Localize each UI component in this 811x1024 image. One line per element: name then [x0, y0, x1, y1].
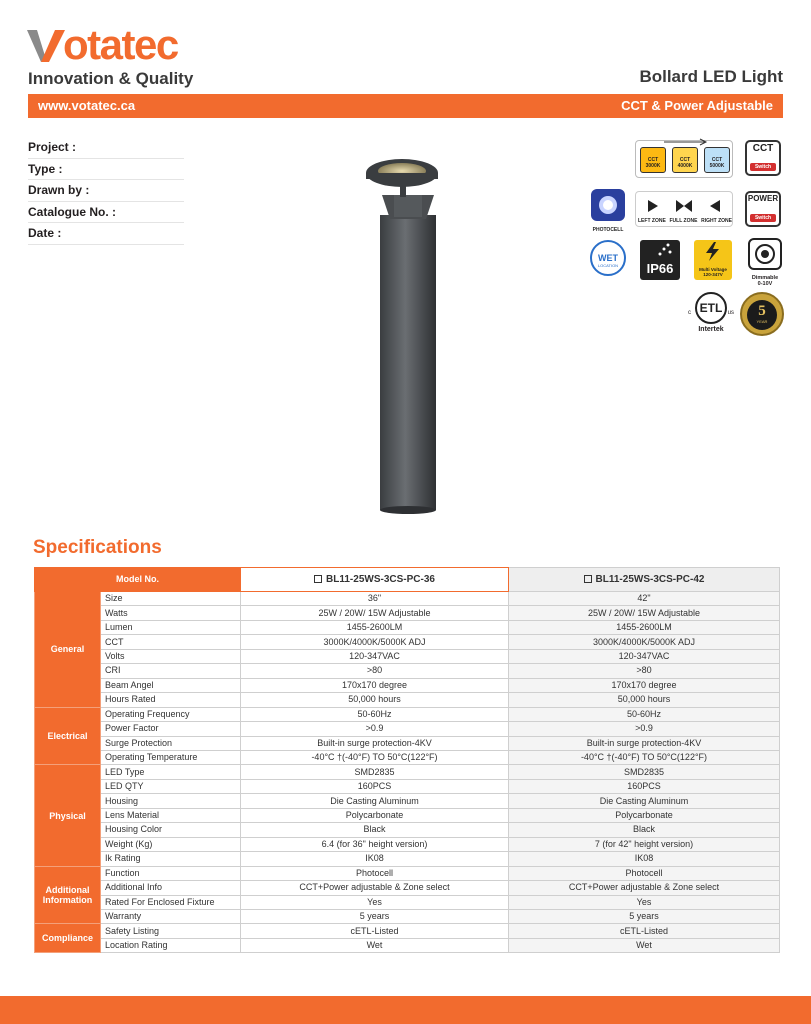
zone-select-icon — [635, 191, 733, 227]
logo-wordmark: otatec — [63, 21, 178, 68]
table-row — [35, 693, 780, 707]
table-row — [35, 722, 780, 736]
spec-value-36: 25W / 20W/ 15W Adjustable — [241, 606, 509, 620]
spec-label: Ik Rating — [101, 852, 241, 866]
ip66-icon: IP66 — [640, 240, 680, 280]
table-row — [35, 924, 780, 938]
spec-label: Housing — [101, 794, 241, 808]
spec-group-label: Compliance — [35, 924, 101, 953]
etl-mark-icon — [688, 290, 734, 326]
spec-label: LED Type — [101, 765, 241, 779]
svg-text:ETL: ETL — [699, 301, 723, 315]
table-row — [35, 779, 780, 793]
spec-value-36: 1455-2600LM — [241, 620, 509, 634]
table-row — [35, 678, 780, 692]
spec-label: Weight (Kg) — [101, 837, 241, 851]
spec-group-label: General — [35, 592, 101, 708]
header-banner — [28, 94, 783, 118]
spec-value-36: 160PCS — [241, 779, 509, 793]
dimmable-icon: Dimmable 0-10V — [746, 238, 784, 287]
spec-value-42: 50,000 hours — [509, 693, 780, 707]
table-row — [35, 938, 780, 952]
spec-label: Watts — [101, 606, 241, 620]
model-36-header[interactable]: BL11-25WS-3CS-PC-36 — [241, 568, 509, 592]
table-row — [35, 794, 780, 808]
spec-label: Warranty — [101, 909, 241, 923]
photocell-icon: PHOTOCELL — [590, 188, 626, 233]
spec-label: CCT — [101, 635, 241, 649]
model-no-label: Model No. — [35, 568, 241, 592]
spec-value-36: Wet — [241, 938, 509, 952]
spec-value-42: IK08 — [509, 852, 780, 866]
table-row — [35, 866, 780, 880]
table-row — [35, 606, 780, 620]
spec-value-42: 170x170 degree — [509, 678, 780, 692]
spec-label: Housing Color — [101, 823, 241, 837]
model-42-header[interactable]: BL11-25WS-3CS-PC-42 — [509, 568, 780, 592]
spec-value-42: cETL-Listed — [509, 924, 780, 938]
table-row — [35, 750, 780, 764]
spec-value-42: Built-in surge protection-4KV — [509, 736, 780, 750]
spec-label: Power Factor — [101, 722, 241, 736]
spec-value-36: 50,000 hours — [241, 693, 509, 707]
spec-value-42: 7 (for 42" height version) — [509, 837, 780, 851]
bollard-product-image — [360, 155, 450, 520]
table-row — [35, 808, 780, 822]
zone-labels: LEFT ZONE FULL ZONE RIGHT ZONE — [638, 218, 732, 224]
spec-value-36: >0.9 — [241, 722, 509, 736]
spec-label: Additional Info — [101, 881, 241, 895]
spec-value-42: >80 — [509, 664, 780, 678]
table-row — [35, 852, 780, 866]
table-row — [35, 895, 780, 909]
spec-value-42: SMD2835 — [509, 765, 780, 779]
website-link[interactable]: www.votatec.ca — [38, 98, 136, 113]
spec-value-42: Black — [509, 823, 780, 837]
cct-temperature-icon — [635, 140, 733, 178]
table-row — [35, 635, 780, 649]
spec-label: Size — [101, 592, 241, 606]
spec-value-36: 170x170 degree — [241, 678, 509, 692]
spec-value-42: 42" — [509, 592, 780, 606]
spec-value-42: Yes — [509, 895, 780, 909]
spec-group-label: Physical — [35, 765, 101, 866]
spec-label: Function — [101, 866, 241, 880]
spec-value-36: Photocell — [241, 866, 509, 880]
drawn-by-field[interactable]: Drawn by : — [28, 180, 184, 202]
date-field[interactable]: Date : — [28, 223, 184, 245]
spec-label: Location Rating — [101, 938, 241, 952]
model-42-checkbox[interactable] — [584, 575, 592, 583]
spec-value-42: Polycarbonate — [509, 808, 780, 822]
spec-value-42: Die Casting Aluminum — [509, 794, 780, 808]
spec-value-36: Built-in surge protection-4KV — [241, 736, 509, 750]
spec-value-36: 120-347VAC — [241, 649, 509, 663]
spec-value-42: 25W / 20W/ 15W Adjustable — [509, 606, 780, 620]
spec-label: Operating Frequency — [101, 707, 241, 721]
etl-listed-icon: ETL c us Intertek — [688, 290, 734, 333]
table-row — [35, 707, 780, 721]
spec-value-36: 5 years — [241, 909, 509, 923]
raindrops-icon — [640, 240, 680, 260]
table-row — [35, 736, 780, 750]
table-row — [35, 881, 780, 895]
spec-value-42: 3000K/4000K/5000K ADJ — [509, 635, 780, 649]
spec-value-36: -40°C †(-40°F) TO 50°C(122°F) — [241, 750, 509, 764]
dimmer-knob-icon — [747, 238, 783, 270]
spec-value-42: -40°C †(-40°F) TO 50°C(122°F) — [509, 750, 780, 764]
spec-label: Surge Protection — [101, 736, 241, 750]
brand-logo — [27, 21, 207, 68]
table-row — [35, 649, 780, 663]
spec-label: Lens Material — [101, 808, 241, 822]
spec-value-42: CCT+Power adjustable & Zone select — [509, 881, 780, 895]
table-row — [35, 909, 780, 923]
type-field[interactable]: Type : — [28, 159, 184, 181]
spec-label: Beam Angel — [101, 678, 241, 692]
product-subtitle: CCT & Power Adjustable — [621, 98, 773, 113]
catalogue-field[interactable]: Catalogue No. : — [28, 202, 184, 224]
table-row — [35, 664, 780, 678]
spec-group-label: Electrical — [35, 707, 101, 765]
project-field[interactable]: Project : — [28, 137, 184, 159]
lightning-icon — [694, 240, 732, 262]
spec-value-36: cETL-Listed — [241, 924, 509, 938]
cct-5000k-cell: CCT 5000K — [704, 147, 730, 173]
spec-value-42: 120-347VAC — [509, 649, 780, 663]
spec-label: CRI — [101, 664, 241, 678]
table-row — [35, 592, 780, 606]
model-36-checkbox[interactable] — [314, 575, 322, 583]
cct-3000k-cell: CCT 3000K — [640, 147, 666, 173]
spec-value-36: 6.4 (for 36" height version) — [241, 837, 509, 851]
spec-label: Operating Temperature — [101, 750, 241, 764]
zone-arrows-icon — [646, 198, 726, 214]
spec-label: Rated For Enclosed Fixture — [101, 895, 241, 909]
spec-value-36: Black — [241, 823, 509, 837]
wet-location-icon: WET LOCATION — [590, 240, 626, 276]
spec-value-42: Photocell — [509, 866, 780, 880]
tagline: Innovation & Quality — [28, 69, 194, 88]
table-header-row — [35, 568, 780, 592]
spec-label: Hours Rated — [101, 693, 241, 707]
sun-icon — [590, 188, 626, 222]
table-row — [35, 620, 780, 634]
cct-switch-icon: CCT Switch — [745, 140, 781, 176]
logo-v-mark — [27, 28, 67, 64]
specifications-table — [34, 567, 780, 953]
power-switch-icon: POWER Switch — [745, 191, 781, 227]
spec-value-36: >80 — [241, 664, 509, 678]
spec-value-36: IK08 — [241, 852, 509, 866]
spec-label: Lumen — [101, 620, 241, 634]
specifications-heading: Specifications — [33, 537, 162, 558]
footer-bar — [0, 996, 811, 1024]
multi-voltage-icon: Multi Voltage 120-347V — [694, 240, 732, 280]
project-info-block — [28, 137, 184, 245]
table-row — [35, 837, 780, 851]
spec-label: LED QTY — [101, 779, 241, 793]
spec-value-42: Wet — [509, 938, 780, 952]
spec-value-36: Polycarbonate — [241, 808, 509, 822]
table-row — [35, 823, 780, 837]
spec-value-42: 5 years — [509, 909, 780, 923]
spec-value-36: 3000K/4000K/5000K ADJ — [241, 635, 509, 649]
spec-value-42: 160PCS — [509, 779, 780, 793]
arrow-icon — [662, 138, 708, 146]
spec-value-36: Yes — [241, 895, 509, 909]
table-row — [35, 765, 780, 779]
spec-value-42: >0.9 — [509, 722, 780, 736]
spec-value-42: 1455-2600LM — [509, 620, 780, 634]
spec-value-36: SMD2835 — [241, 765, 509, 779]
spec-value-36: CCT+Power adjustable & Zone select — [241, 881, 509, 895]
warranty-seal-icon: 5 YEAR — [740, 292, 784, 336]
spec-group-label: Additional Information — [35, 866, 101, 924]
spec-label: Safety Listing — [101, 924, 241, 938]
spec-value-36: 50-60Hz — [241, 707, 509, 721]
spec-value-42: 50-60Hz — [509, 707, 780, 721]
spec-value-36: Die Casting Aluminum — [241, 794, 509, 808]
cct-4000k-cell: CCT 4000K — [672, 147, 698, 173]
spec-label: Volts — [101, 649, 241, 663]
spec-value-36: 36" — [241, 592, 509, 606]
product-title: Bollard LED Light — [639, 67, 783, 86]
